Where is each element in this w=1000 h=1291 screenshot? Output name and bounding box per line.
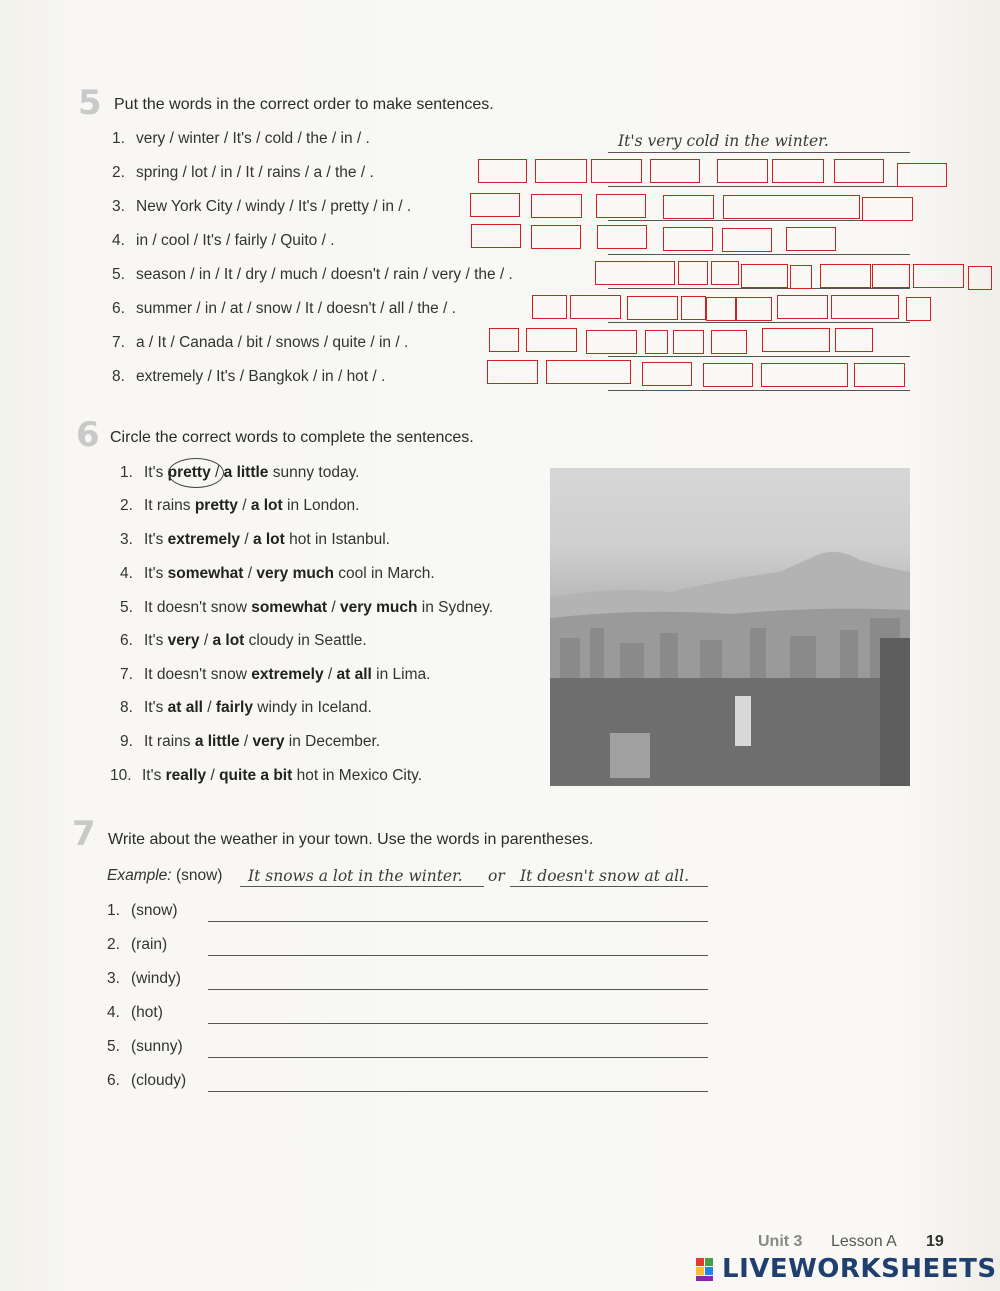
ex7-item-4: 4. (hot) (107, 1004, 163, 1021)
answer-box[interactable] (835, 328, 873, 352)
ex7-answer-line-5[interactable] (208, 1057, 708, 1058)
ex5-item-2: 2. spring / lot / in / It / rains / a / the / . (112, 164, 374, 181)
ex6-item-4: 4. It's somewhat / very much cool in March. (120, 565, 435, 582)
ex6-item-1: 1. It's pretty / a little sunny today. (120, 464, 360, 481)
ex5-item-5: 5. season / in / It / dry / much / doesn't / rain / very / the / . (112, 266, 513, 283)
answer-box[interactable] (706, 297, 736, 321)
ex6-item-9: 9. It rains a little / very in December. (120, 733, 381, 750)
ex5-answer-line-6 (608, 322, 910, 323)
answer-box[interactable] (722, 228, 772, 252)
answer-box[interactable] (478, 159, 527, 183)
example-label: Example: (107, 867, 172, 884)
answer-box[interactable] (526, 328, 577, 352)
ex5-answer-line-5 (608, 288, 910, 289)
city-photo-graphic (550, 468, 910, 786)
ex7-answer-line-2[interactable] (208, 955, 708, 956)
answer-box[interactable] (535, 159, 587, 183)
answer-box[interactable] (597, 225, 647, 249)
ex5-item-1: 1. very / winter / It's / cold / the / in / . (112, 130, 370, 147)
example-line-2 (510, 886, 708, 887)
answer-box[interactable] (663, 227, 713, 251)
answer-box[interactable] (913, 264, 964, 288)
exercise-5-number: 5 (78, 83, 102, 123)
ex5-item-4: 4. in / cool / It's / fairly / Quito / . (112, 232, 335, 249)
answer-box[interactable] (711, 261, 739, 285)
answer-box[interactable] (862, 197, 913, 221)
ex6-item-2: 2. It rains pretty / a lot in London. (120, 497, 360, 514)
answer-box[interactable] (678, 261, 708, 285)
answer-box[interactable] (736, 297, 772, 321)
answer-box[interactable] (897, 163, 947, 187)
answer-box[interactable] (834, 159, 884, 183)
answer-box[interactable] (772, 159, 824, 183)
liveworksheets-logo-icon (696, 1258, 722, 1282)
exercise-7-number: 7 (72, 814, 96, 854)
answer-box[interactable] (489, 328, 519, 352)
answer-box[interactable] (762, 328, 830, 352)
example-answer-2: It doesn't snow at all. (520, 867, 690, 885)
answer-box[interactable] (627, 296, 678, 320)
answer-box[interactable] (642, 362, 692, 386)
answer-box[interactable] (595, 261, 675, 285)
ex5-answer-line-8 (608, 390, 910, 391)
exercise-6-number: 6 (76, 415, 100, 455)
answer-box[interactable] (645, 330, 668, 354)
answer-box[interactable] (596, 194, 646, 218)
ex7-answer-line-4[interactable] (208, 1023, 708, 1024)
exercise-5-instructions: Put the words in the correct order to make sentences. (114, 96, 494, 113)
ex5-answer-line-4 (608, 254, 910, 255)
answer-box[interactable] (906, 297, 931, 321)
ex5-item-6: 6. summer / in / at / snow / It / doesn't / all / the / . (112, 300, 456, 317)
ex6-item-5: 5. It doesn't snow somewhat / very much in Sydney. (120, 599, 494, 616)
footer-lesson: Lesson A (831, 1233, 897, 1250)
answer-box[interactable] (546, 360, 631, 384)
ex7-item-2: 2. (rain) (107, 936, 168, 953)
ex6-item-8: 8. It's at all / fairly windy in Iceland. (120, 699, 372, 716)
ex6-item-7: 7. It doesn't snow extremely / at all in Lima. (120, 666, 431, 683)
ex7-example (107, 866, 222, 886)
answer-box[interactable] (968, 266, 992, 290)
example-or: or (488, 867, 505, 885)
answer-box[interactable] (741, 264, 788, 288)
answer-box[interactable] (531, 194, 582, 218)
ex7-answer-line-3[interactable] (208, 989, 708, 990)
answer-box[interactable] (711, 330, 747, 354)
answer-box[interactable] (872, 264, 910, 288)
answer-box[interactable] (663, 195, 714, 219)
ex5-item-8: 8. extremely / It's / Bangkok / in / hot / . (112, 368, 386, 385)
footer-page-number: 19 (926, 1233, 944, 1250)
exercise-7-instructions: Write about the weather in your town. Use the words in parentheses. (108, 831, 594, 848)
answer-box[interactable] (854, 363, 905, 387)
answer-box[interactable] (471, 224, 521, 248)
answer-box[interactable] (790, 265, 812, 289)
circled-answer (168, 458, 224, 488)
ex7-answer-line-6[interactable] (208, 1091, 708, 1092)
ex7-answer-line-1[interactable] (208, 921, 708, 922)
ex7-item-6: 6. (cloudy) (107, 1072, 187, 1089)
answer-box[interactable] (591, 159, 642, 183)
example-answer-1: It snows a lot in the winter. (248, 867, 463, 885)
ex5-example-answer: It's very cold in the winter. (618, 132, 829, 150)
answer-box[interactable] (761, 363, 848, 387)
ex6-item-6: 6. It's very / a lot cloudy in Seattle. (120, 632, 367, 649)
answer-box[interactable] (831, 295, 899, 319)
answer-box[interactable] (532, 295, 567, 319)
ex5-answer-line-7 (608, 356, 910, 357)
ex5-answer-line-2 (608, 186, 910, 187)
answer-box[interactable] (531, 225, 581, 249)
answer-box[interactable] (820, 264, 871, 288)
liveworksheets-brand: LIVEWORKSHEETS (722, 1254, 997, 1284)
ex6-item-3: 3. It's extremely / a lot hot in Istanbul. (120, 531, 390, 548)
exercise-6-instructions: Circle the correct words to complete the sentences. (110, 429, 474, 446)
answer-box[interactable] (586, 330, 637, 354)
ex7-item-1: 1. (snow) (107, 902, 178, 919)
answer-box[interactable] (673, 330, 704, 354)
answer-box[interactable] (777, 295, 828, 319)
city-skyline-photo (550, 468, 910, 786)
ex5-answer-line-1 (608, 152, 910, 153)
ex5-item-7: 7. a / It / Canada / bit / snows / quite / in / . (112, 334, 409, 351)
answer-box[interactable] (470, 193, 520, 217)
ex6-item-10: 10. It's really / quite a bit hot in Mexico City. (110, 767, 423, 784)
footer-unit: Unit 3 (758, 1233, 803, 1250)
answer-box[interactable] (723, 195, 860, 219)
answer-box[interactable] (650, 159, 700, 183)
ex5-item-3: 3. New York City / windy / It's / pretty / in / . (112, 198, 412, 215)
answer-box[interactable] (703, 363, 753, 387)
answer-box[interactable] (717, 159, 768, 183)
answer-box[interactable] (786, 227, 836, 251)
ex7-item-3: 3. (windy) (107, 970, 181, 987)
answer-box[interactable] (570, 295, 621, 319)
example-line-1 (240, 886, 484, 887)
answer-box[interactable] (487, 360, 538, 384)
answer-box[interactable] (681, 296, 706, 320)
example-word: (snow) (175, 867, 223, 884)
ex7-item-5: 5. (sunny) (107, 1038, 183, 1055)
